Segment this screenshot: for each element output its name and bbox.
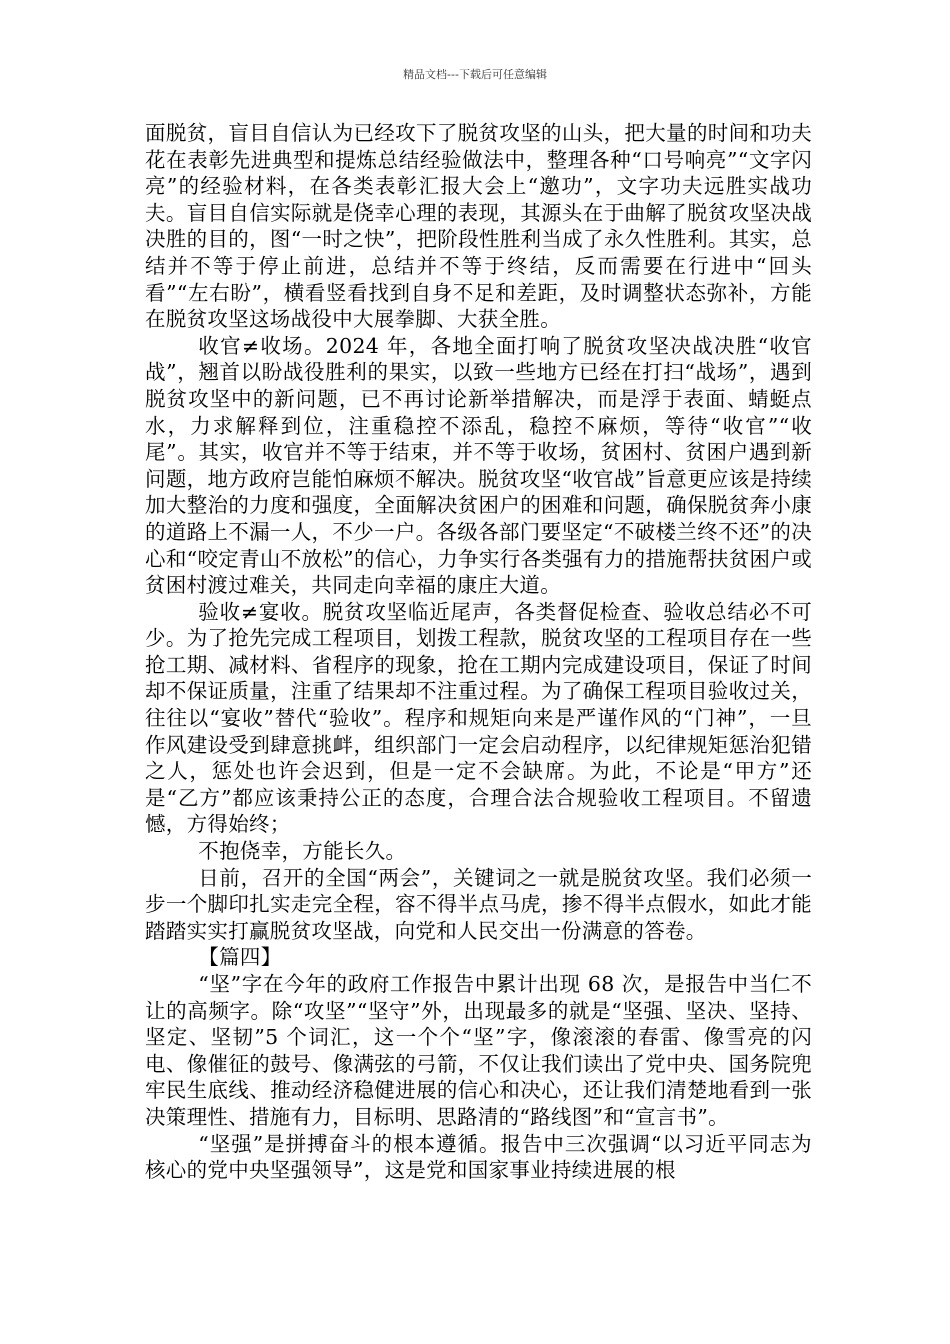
page-header: 精品文档---下载后可任意编辑 [403, 68, 547, 81]
paragraph-continuation: 面脱贫，盲目自信认为已经攻下了脱贫攻坚的山头，把大量的时间和功夫花在表彰先进典型和提炼总结经验做法中，整理各种“口号响亮”“文字闪亮”的经验材料，在各类表彰汇报大会上“邀功”，文字功夫远胜实战功夫。盲目自信实际就是侥幸心理的表现，其源头在于曲解了脱贫攻坚决战决胜的目的，图“一时之快”，把阶段性胜利当成了永久性胜利。其实，总结并不等于停止前进，总结并不等于终结，反而需要在行进中“回头看”“左右盼”，横看竖看找到自身不足和差距，及时调整状态弥补，方能在脱贫攻坚这场战役中大展拳脚、大获全胜。 [145, 121, 812, 332]
paragraph-bubaojiaoxing: 不抱侥幸，方能长久。 [198, 839, 407, 864]
section-heading-pian-si: 【篇四】 [198, 945, 282, 970]
paragraph-jian-zi: “坚”字在今年的政府工作报告中累计出现 68 次，是报告中当仁不让的高频字。除“攻坚”“坚守”外，出现最多的就是“坚强、坚决、坚持、坚定、坚韧”5 个词汇，这一个个“坚”字，像滚滚的春雷、像雪亮的闪电、像催征的鼓号、像满弦的弓箭，不仅让我们读出了党中央、国务院兜牢民生底线、推动经济稳健进展的信心和决心，还让我们清楚地看到一张决策理性、措施有力，目标明、思路清的“路线图”和“宣言书”。 [145, 972, 812, 1129]
paragraph-lianghui: 日前，召开的全国“两会”，关键词之一就是脱贫攻坚。我们必须一步一个脚印扎实走完全程，容不得半点马虎，掺不得半点假水，如此才能踏踏实实打赢脱贫攻坚战，向党和人民交出一份满意的答卷。 [145, 865, 812, 943]
paragraph-shouguan: 收官≠收场。2024 年，各地全面打响了脱贫攻坚决战决胜“收官战”，翘首以盼战役胜利的果实，以致一些地方已经在打扫“战场”，遇到脱贫攻坚中的新问题，已不再讨论新举措解决，而是浮于表面、蜻蜓点水，力求解释到位，注重稳控不添乱，稳控不麻烦，等待“收官”“收尾”。其实，收官并不等于结束，并不等于收场，贫困村、贫困户遇到新问题，地方政府岂能怕麻烦不解决。脱贫攻坚“收官战”旨意更应该是持续加大整治的力度和强度，全面解决贫困户的困难和问题，确保脱贫奔小康的道路上不漏一人，不少一户。各级各部门要坚定“不破楼兰终不还”的决心和“咬定青山不放松”的信心，力争实行各类强有力的措施帮扶贫困户或贫困村渡过难关，共同走向幸福的康庄大道。 [145, 333, 812, 598]
document-body [145, 120, 812, 1184]
paragraph-yanshou: 验收≠宴收。脱贫攻坚临近尾声，各类督促检查、验收总结必不可少。为了抢先完成工程项目，划拨工程款，脱贫攻坚的工程项目存在一些抢工期、减材料、省程序的现象，抢在工期内完成建设项目，保证了时间却不保证质量，注重了结果却不注重过程。为了确保工程项目验收过关，往往以“宴收”替代“验收”。程序和规矩向来是严谨作风的“门神”，一旦作风建设受到肆意挑衅，组织部门一定会启动程序，以纪律规矩惩治犯错之人，惩处也许会迟到，但是一定不会缺席。为此，不论是“甲方”还是“乙方”都应该秉持公正的态度，合理合法合规验收工程项目。不留遗憾，方得始终； [145, 599, 812, 837]
paragraph-jianqiang: “坚强”是拼搏奋斗的根本遵循。报告中三次强调“以习近平同志为核心的党中央坚强领导”，这是党和国家事业持续进展的根 [145, 1131, 812, 1183]
